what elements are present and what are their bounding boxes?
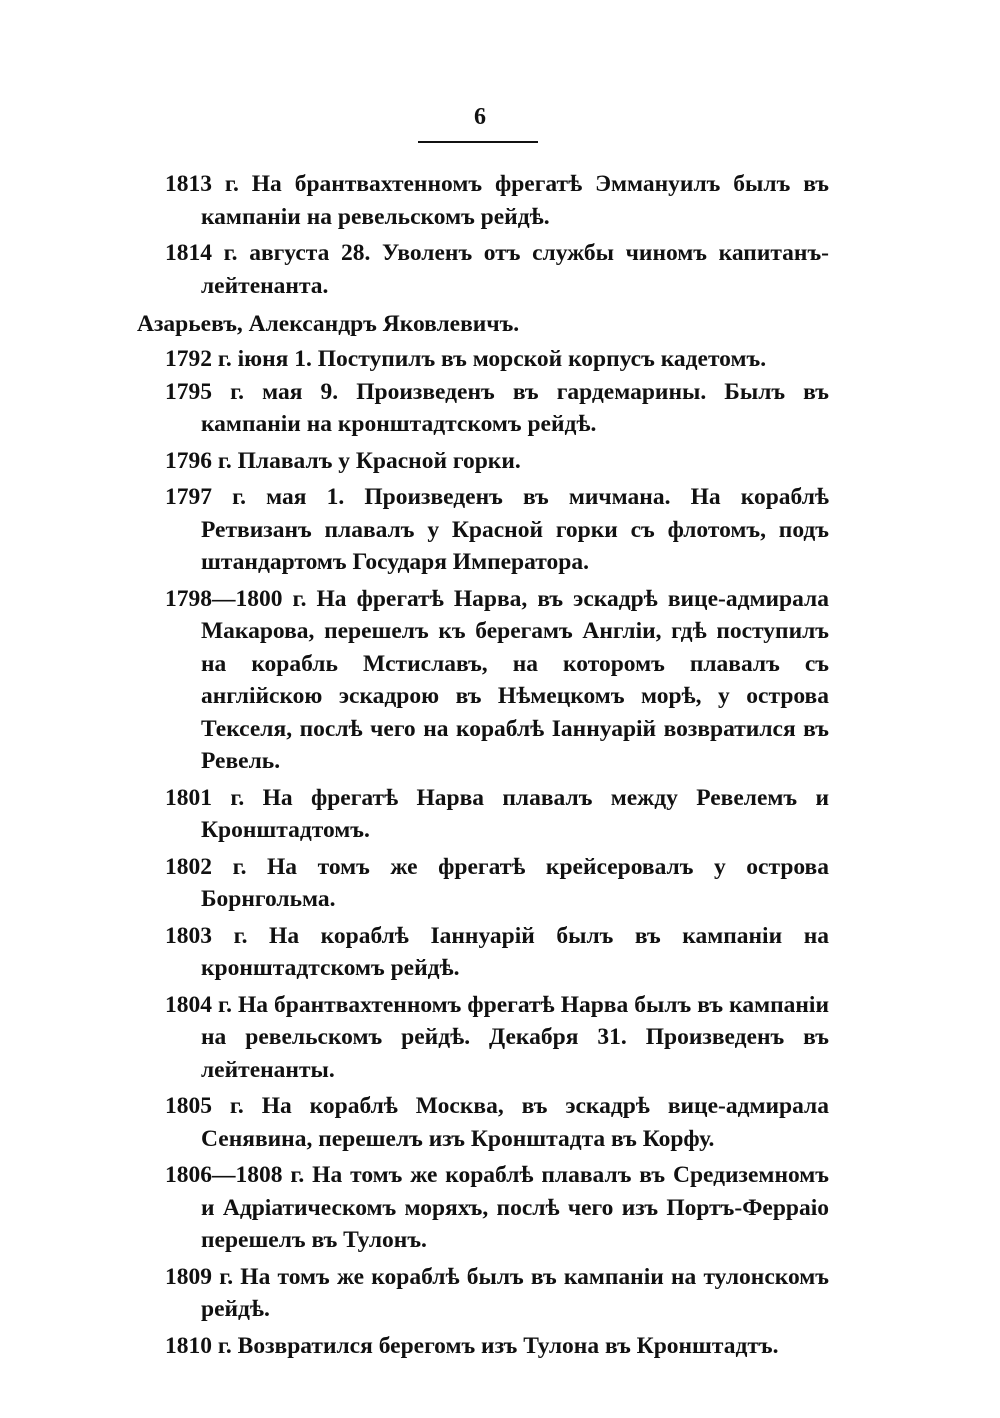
person-surname: Азарьевъ,: [137, 311, 243, 337]
service-entry-1814: 1814 г. августа 28. Уволенъ отъ службы чиномъ капитанъ-лейтенанта.: [165, 240, 829, 299]
service-entry-1802: 1802 г. На томъ же фрегатѣ крейсеровалъ у острова Борнгольма.: [165, 853, 829, 912]
service-record: [165, 343, 829, 1362]
service-entry-1801: 1801 г. На фрегатѣ Нарва плавалъ между Ревелемъ и Кронштадтомъ.: [165, 784, 829, 843]
service-entry-1797: 1797 г. мая 1. Произведенъ въ мичмана. На кораблѣ Ретвизанъ плавалъ у Красной горки съ флотомъ, подъ штандартомъ Государя Императора.: [165, 484, 829, 575]
service-entry-1792: 1792 г. іюня 1. Поступилъ въ морской корпусъ кадетомъ.: [165, 346, 767, 372]
continued-entries: [165, 168, 829, 302]
service-entry-1810: 1810 г. Возвратился берегомъ изъ Тулона въ Кронштадтъ.: [165, 1332, 779, 1359]
service-entry-1804: 1804 г. На брантвахтенномъ фрегатѣ Нарва былъ въ кампаніи на ревельскомъ рейдѣ. Декабря 31. Произведенъ въ лейтенанты.: [165, 991, 829, 1083]
service-entry-1809: 1809 г. На томъ же кораблѣ былъ въ кампаніи на тулонскомъ рейдѣ.: [165, 1263, 829, 1322]
person-heading: [137, 308, 519, 340]
page-number: 6: [474, 104, 486, 130]
service-entry-1795: 1795 г. мая 9. Произведенъ въ гардемарины. Былъ въ кампаніи на кронштадтскомъ рейдѣ.: [165, 378, 829, 437]
service-entry-1813: 1813 г. На брантвахтенномъ фрегатѣ Эммануилъ былъ въ кампаніи на ревельскомъ рейдѣ.: [165, 171, 829, 230]
service-entry-1798-1800: 1798—1800 г. На фрегатѣ Нарва, въ эскадрѣ вице-адмирала Макарова, перешелъ къ берегамъ Англіи, гдѣ поступилъ на корабль Мстиславъ, на которомъ плавалъ съ англійскою эскадрою въ Нѣмецкомъ морѣ, у острова Текселя, послѣ чего на кораблѣ Іаннуарій возвратился въ Ревель.: [165, 585, 829, 774]
service-entry-1803: 1803 г. На кораблѣ Іаннуарій былъ въ кампаніи на кронштадтскомъ рейдѣ.: [165, 922, 829, 981]
person-given-names: Александръ Яковлевичъ.: [248, 311, 520, 337]
service-entry-1796: 1796 г. Плавалъ у Красной горки.: [165, 447, 521, 474]
service-entry-1806-1808: 1806—1808 г. На томъ же кораблѣ плавалъ въ Средиземномъ и Адріатическомъ моряхъ, послѣ чего изъ Портъ-Ферраіо перешелъ въ Тулонъ.: [165, 1162, 829, 1253]
service-entry-1805: 1805 г. На кораблѣ Москва, въ эскадрѣ вице-адмирала Сенявина, перешелъ изъ Кронштадта въ Корфу.: [165, 1093, 829, 1152]
page-number-rule: [418, 141, 538, 143]
